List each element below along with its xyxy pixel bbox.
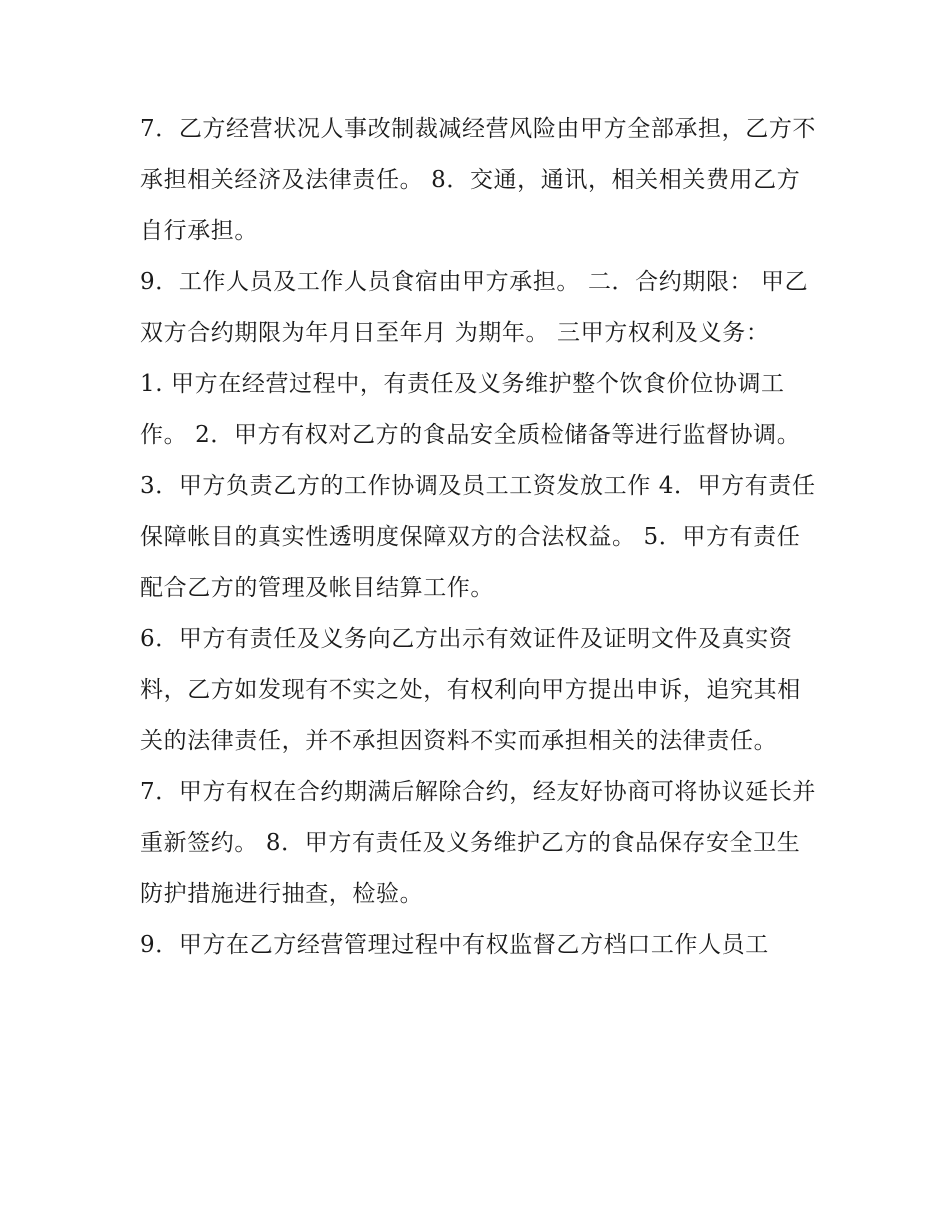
paragraph-1: 7．乙方经营状况人事改制裁减经营风险由甲方全部承担，乙方不承担相关经济及法律责任。 8．交通，通讯，相关相关费用乙方自行承担。 [140, 116, 817, 244]
paragraph-2: 9．工作人员及工作人员食宿由甲方承担。 二．合约期限： 甲乙双方合约期限为年月日至年月 为期年。 三甲方权利及义务： [140, 269, 809, 346]
paragraph-6: 7．甲方有权在合约期满后解除合约，经友好协商可将协议延长并重新签约。 8．甲方有责任及义务维护乙方的食品保存安全卫生防护措施进行抽查，检验。 [140, 779, 817, 907]
paragraph-4: 3．甲方负责乙方的工作协调及员工工资发放工作 4．甲方有责任保障帐目的真实性透明度保障双方的合法权益。 5．甲方有责任配合乙方的管理及帐目结算工作。 [140, 473, 816, 601]
document-body [140, 104, 820, 971]
paragraph-7: 9．甲方在乙方经营管理过程中有权监督乙方档口工作人员工 [140, 932, 769, 958]
paragraph-5: 6．甲方有责任及义务向乙方出示有效证件及证明文件及真实资料，乙方如发现有不实之处，有权利向甲方提出申诉，追究其相关的法律责任，并不承担因资料不实而承担相关的法律责任。 [140, 626, 801, 754]
paragraph-3: 1. 甲方在经营过程中，有责任及义务维护整个饮食价位协调工作。 2．甲方有权对乙方的食品安全质检储备等进行监督协调。 [140, 371, 801, 448]
